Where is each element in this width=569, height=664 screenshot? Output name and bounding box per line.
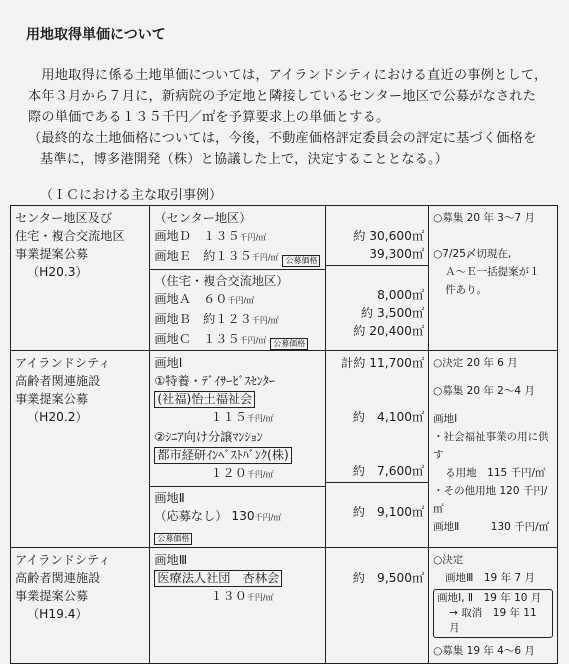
- group-header: （センター地区）: [154, 211, 252, 225]
- case-name-cell: [11, 351, 150, 548]
- area-cell: [325, 206, 428, 351]
- area-value: 約 9,500㎡: [352, 571, 425, 585]
- area-cell: [325, 351, 428, 548]
- case-name-line: （H19.4）: [27, 607, 88, 621]
- note-line: 画地Ⅰ: [433, 413, 458, 425]
- public-price-tag: 公募価格: [270, 338, 308, 350]
- lot-price-cell: [150, 206, 325, 351]
- operator-name: (社福)怡土福祉会: [154, 391, 255, 408]
- table-row: [11, 548, 558, 664]
- price-line: １１５千円/㎡: [210, 410, 274, 424]
- transaction-table: [10, 205, 558, 664]
- case-name-line: 高齢者関連施設: [15, 374, 101, 388]
- case-name-cell: [11, 206, 150, 351]
- price-line: （応募なし） 130千円/㎡ 公募価格: [154, 509, 282, 543]
- case-name-line: アイランドシティ: [15, 356, 111, 370]
- paragraph-line-3: 際の単価である１３５千円／㎡を予算要求上の単価とする。: [28, 110, 390, 125]
- price-line: １２０千円/㎡: [210, 466, 274, 480]
- note-line: → 取消 19 年 11 月: [449, 607, 537, 634]
- paragraph-line-1: 用地取得に係る土地単価については，アイランドシティにおける直近の事例として，: [28, 68, 548, 83]
- note-line: ○募集 19 年 4～6 月: [433, 645, 535, 657]
- area-value: 約 30,600㎡: [353, 229, 425, 243]
- area-value: 約 20,400㎡: [353, 324, 425, 338]
- page-title: 用地取得単価について: [26, 27, 166, 43]
- area-value: 8,000㎡: [377, 288, 425, 302]
- lot-price-cell: [150, 548, 325, 664]
- area-value: 約 3,500㎡: [361, 306, 425, 320]
- area-cell: [325, 548, 428, 664]
- note-line: 件あり。: [445, 284, 488, 296]
- note-line: Ａ～Ｅ一括提案が１: [445, 266, 540, 278]
- case-name-line: アイランドシティ: [15, 553, 111, 567]
- lot-line: 画地Ｄ １３５千円/㎡: [154, 229, 267, 243]
- lot-line: 画地Ⅱ: [150, 486, 324, 507]
- case-name-line: （H20.3）: [27, 265, 88, 279]
- table-caption: （ＩＣにおける主な取引事例）: [40, 188, 223, 203]
- lot-line: 画地Ａ ６０千円/㎡: [154, 292, 255, 306]
- lot-line: 画地Ⅲ: [154, 553, 188, 567]
- note-cell: [429, 351, 558, 548]
- case-name-line: 事業提案公募: [15, 589, 89, 603]
- operator-name: 医療法人社団 杏林会: [154, 570, 282, 587]
- lot-line: 画地Ｂ 約１２３千円/㎡: [154, 312, 279, 326]
- case-name-line: 住宅・複合交流地区: [15, 229, 125, 243]
- lot-item: ②ｼﾆｱ向け分譲ﾏﾝｼｮﾝ: [154, 430, 263, 444]
- case-name-line: センター地区及び: [15, 211, 113, 225]
- paragraph-line-2: 本年３月から７月に，新病院の予定地と隣接しているセンター地区で公募がなされた: [28, 89, 537, 104]
- paragraph-line-4: （最終的な土地価格については，今後，不動産価格評定委員会の評定に基づく価格を: [28, 131, 537, 146]
- case-name-line: 高齢者関連施設: [15, 571, 101, 585]
- case-name-cell: [11, 548, 150, 664]
- note-line: ○決定 20 年 6 月: [433, 357, 518, 369]
- area-value: 約 4,100㎡: [352, 410, 425, 424]
- area-value: 39,300㎡: [369, 247, 425, 261]
- note-line: 画地Ⅱ 130 千円/㎡: [433, 521, 550, 533]
- cancellation-box: [433, 589, 553, 638]
- area-value: 約 9,100㎡: [352, 505, 425, 519]
- note-line: ○7/25〆切現在,: [433, 248, 512, 260]
- note-cell: [429, 548, 558, 664]
- note-cell: [429, 206, 558, 351]
- area-value: 計約 11,700㎡: [341, 356, 425, 370]
- note-line: 画地Ⅰ, Ⅱ 19 年 10 月: [437, 592, 542, 604]
- note-line: ・その他用地 120 千円/㎡: [433, 485, 548, 515]
- case-name-line: 事業提案公募: [15, 247, 89, 261]
- note-line: 画地Ⅲ 19 年 7 月: [445, 572, 535, 584]
- lot-item: ①特養・ﾃﾞｲｻｰﾋﾞｽｾﾝﾀｰ: [154, 374, 275, 388]
- note-line: ・社会福祉事業の用に供す: [433, 431, 549, 461]
- price-line: １３０千円/㎡: [210, 589, 274, 603]
- table-row: [11, 206, 558, 351]
- public-price-tag: 公募価格: [282, 255, 320, 267]
- lot-line: 画地Ｃ １３５千円/㎡ 公募価格: [154, 330, 320, 350]
- note-line: る用地 115 千円/㎡: [445, 467, 546, 479]
- group-header: （住宅・複合交流地区）: [150, 269, 324, 290]
- note-line: ○募集 20 年 3～7 月: [433, 212, 535, 224]
- case-name-line: 事業提案公募: [15, 392, 89, 406]
- case-name-line: （H20.2）: [27, 410, 88, 424]
- lot-line: 画地Ⅰ: [154, 356, 183, 370]
- area-value: 約 7,600㎡: [352, 464, 425, 478]
- note-line: ○決定: [433, 554, 464, 566]
- table-row: [11, 351, 558, 548]
- public-price-tag: 公募価格: [154, 533, 192, 545]
- lot-price-cell: [150, 351, 325, 548]
- paragraph-line-5: 基準に，博多港開発（株）と協議した上で，決定することとなる。）: [40, 152, 449, 167]
- lot-line: 画地Ｅ 約１３５千円/㎡ 公募価格: [154, 247, 320, 267]
- operator-name: 都市経研ｲﾝﾍﾞｽﾄﾊﾞﾝｸ(株): [154, 447, 291, 464]
- note-line: ○募集 20 年 2～4 月: [433, 385, 535, 397]
